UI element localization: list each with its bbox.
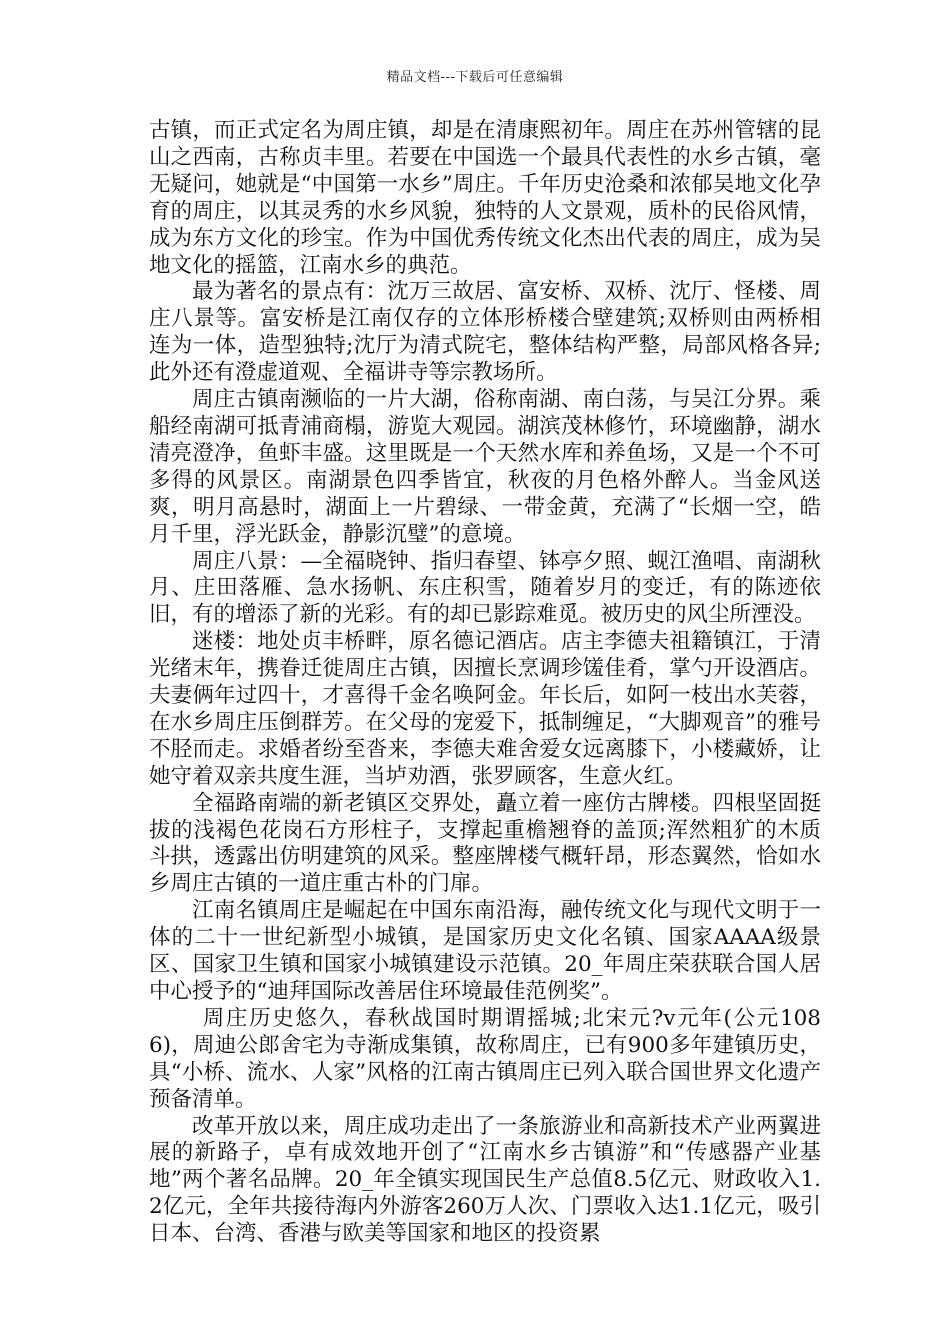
paragraph: 周庄历史悠久，春秋战国时期谓摇城;北宋元?v元年(公元1086)，周迪公郎舍宅为寺渐成集镇，故称周庄，已有900多年建镇历史，具“小桥、流水、人家”风格的江南古镇周庄已列入联合国世界文化遗产预备清单。 [149, 1005, 821, 1112]
document-body [149, 118, 821, 1248]
paragraph: 全福路南端的新老镇区交界处，矗立着一座仿古牌楼。四根坚固挺拔的浅褐色花岗石方形柱子，支撑起重檐翘脊的盖顶;浑然粗犷的木质斗拱，透露出仿明建筑的风采。整座牌楼气概轩昂，形态翼然，恰如水乡周庄古镇的一道庄重古朴的门扉。 [149, 790, 821, 897]
paragraph: 迷楼：地处贞丰桥畔，原名德记酒店。店主李德夫祖籍镇江，于清光绪末年，携眷迁徙周庄古镇，因擅长烹调珍馐佳肴，掌勺开设酒店。夫妻俩年过四十，才喜得千金名唤阿金。年长后，如阿一枝出水芙蓉，在水乡周庄压倒群芳。在父母的宠爱下，抵制缠足，“大脚观音”的雅号不胫而走。求婚者纷至沓来，李德夫难舍爱女远离膝下，小楼藏娇，让她守着双亲共度生涯，当垆劝酒，张罗顾客，生意火红。 [149, 629, 821, 789]
page-header: 精品文档---下载后可任意编辑 [386, 70, 564, 85]
paragraph: 改革开放以来，周庄成功走出了一条旅游业和高新技术产业两翼进展的新路子，卓有成效地开创了“江南水乡古镇游”和“传感器产业基地”两个著名品牌。20_年全镇实现国民生产总值8.5亿元、财政收入1.2亿元，全年共接待海内外游客260万人次、门票收入达1.1亿元，吸引日本、台湾、香港与欧美等国家和地区的投资累 [149, 1113, 821, 1247]
paragraph: 古镇，而正式定名为周庄镇，却是在清康熙初年。周庄在苏州管辖的昆山之西南，古称贞丰里。若要在中国选一个最具代表性的水乡古镇，毫无疑问，她就是“中国第一水乡”周庄。千年历史沧桑和浓郁吴地文化孕育的周庄，以其灵秀的水乡风貌，独特的人文景观，质朴的民俗风情，成为东方文化的珍宝。作为中国优秀传统文化杰出代表的周庄，成为吴地文化的摇篮，江南水乡的典范。 [149, 118, 821, 278]
paragraph: 周庄古镇南濒临的一片大湖，俗称南湖、南白荡，与吴江分界。乘船经南湖可抵青浦商榻，游览大观园。湖滨茂林修竹，环境幽静，湖水清亮澄净，鱼虾丰盛。这里既是一个天然水库和养鱼场，又是一个不可多得的风景区。南湖景色四季皆宜，秋夜的月色格外醉人。当金风送爽，明月高悬时，湖面上一片碧绿、一带金黄，充满了“长烟一空，皓月千里，浮光跃金，静影沉璧”的意境。 [149, 387, 821, 547]
paragraph: 最为著名的景点有：沈万三故居、富安桥、双桥、沈厅、怪楼、周庄八景等。富安桥是江南仅存的立体形桥楼合壁建筑;双桥则由两桥相连为一体，造型独特;沈厅为清式院宅，整体结构严整，局部风格各异;此外还有澄虚道观、全福讲寺等宗教场所。 [149, 279, 821, 386]
paragraph: 江南名镇周庄是崛起在中国东南沿海，融传统文化与现代文明于一体的二十一世纪新型小城镇，是国家历史文化名镇、国家AAAA级景区、国家卫生镇和国家小城镇建设示范镇。20_年周庄荣获联合国人居中心授予的“迪拜国际改善居住环境最佳范例奖”。 [149, 898, 821, 1004]
paragraph: 周庄八景：—全福晓钟、指归春望、钵亭夕照、蚬江渔唱、南湖秋月、庄田落雁、急水扬帆、东庄积雪，随着岁月的变迁，有的陈迹依旧，有的增添了新的光彩。有的却已影踪难觅。被历史的风尘所湮没。 [149, 548, 821, 628]
